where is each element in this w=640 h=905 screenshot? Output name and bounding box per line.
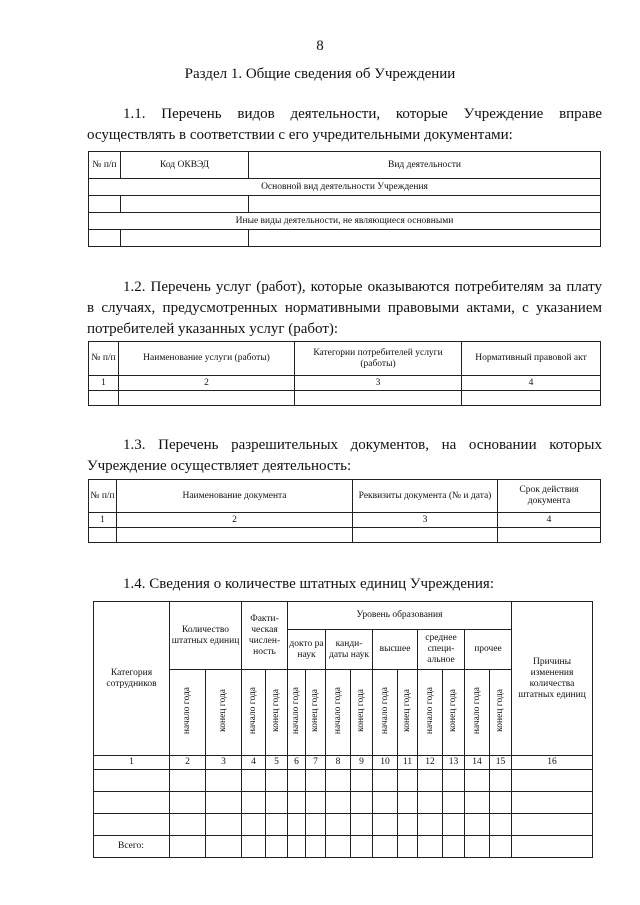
year-end-label: конец года xyxy=(402,689,412,732)
table-cell xyxy=(249,196,601,213)
table-cell xyxy=(398,670,418,756)
table-cell xyxy=(326,792,351,814)
table-cell xyxy=(443,836,465,858)
year-end-label: конец года xyxy=(495,689,505,732)
table-cell xyxy=(94,814,170,836)
table-cell xyxy=(266,792,288,814)
table-cell xyxy=(326,814,351,836)
total-row xyxy=(94,836,593,858)
row-main-activity: Основной вид деятельности Учреждения xyxy=(89,179,601,196)
col-staff-count: Количество штатных единиц xyxy=(170,602,242,670)
year-start-label: начало года xyxy=(379,686,390,735)
table-cell xyxy=(206,770,242,792)
table-cell xyxy=(490,836,512,858)
table-cell xyxy=(512,836,593,858)
table-row xyxy=(89,480,601,513)
col-num: № п/п xyxy=(89,342,119,376)
col-document-name: Наименование документа xyxy=(117,480,353,513)
table-row xyxy=(94,792,593,814)
index-cell: 4 xyxy=(462,376,601,391)
table-cell xyxy=(170,770,206,792)
index-cell: 15 xyxy=(490,756,512,770)
col-change-reasons: Причины изменения количества штатных единиц xyxy=(512,602,593,756)
table-cell xyxy=(242,670,266,756)
table-cell xyxy=(117,528,353,543)
table-cell xyxy=(206,814,242,836)
table-cell xyxy=(443,670,465,756)
index-cell: 14 xyxy=(465,756,490,770)
col-document-details: Реквизиты документа (№ и дата) xyxy=(353,480,498,513)
table-row xyxy=(89,179,601,196)
table-row xyxy=(94,814,593,836)
table-row xyxy=(89,342,601,376)
table-cell xyxy=(512,792,593,814)
table-cell xyxy=(418,670,443,756)
table-cell xyxy=(490,814,512,836)
col-num: № п/п xyxy=(89,152,121,179)
table-cell xyxy=(266,814,288,836)
table-cell xyxy=(170,670,206,756)
table-cell xyxy=(398,836,418,858)
table-cell xyxy=(206,792,242,814)
table-cell xyxy=(295,391,462,406)
table-cell xyxy=(498,528,601,543)
table-cell xyxy=(398,770,418,792)
col-candidates: канди- даты наук xyxy=(326,630,373,670)
table-cell xyxy=(351,792,373,814)
table-cell xyxy=(121,196,249,213)
index-cell: 16 xyxy=(512,756,593,770)
col-consumer-category: Категории потребителей услуги (работы) xyxy=(295,342,462,376)
permits-table xyxy=(88,479,601,543)
table-cell xyxy=(288,814,306,836)
table-cell xyxy=(326,836,351,858)
table-cell xyxy=(465,770,490,792)
services-table xyxy=(88,341,601,406)
activities-table xyxy=(88,151,601,247)
table-cell xyxy=(206,836,242,858)
table-row xyxy=(94,770,593,792)
table-cell xyxy=(266,670,288,756)
year-start-label: начало года xyxy=(471,686,482,735)
year-start-label: начало года xyxy=(332,686,343,735)
table-row xyxy=(89,152,601,179)
index-cell: 8 xyxy=(326,756,351,770)
year-start-label: начало года xyxy=(424,686,435,735)
index-cell: 3 xyxy=(295,376,462,391)
table-cell xyxy=(512,770,593,792)
table-cell xyxy=(306,670,326,756)
table-cell xyxy=(249,230,601,247)
table-cell xyxy=(465,670,490,756)
year-start-label: начало года xyxy=(182,686,192,735)
table-cell xyxy=(490,670,512,756)
section-title: Раздел 1. Общие сведения об Учреждении xyxy=(184,66,456,82)
table-cell xyxy=(351,770,373,792)
index-cell: 3 xyxy=(206,756,242,770)
col-education-level: Уровень образования xyxy=(288,602,512,630)
table-cell xyxy=(266,770,288,792)
table-cell xyxy=(170,814,206,836)
table-cell xyxy=(288,670,306,756)
col-other: прочее xyxy=(465,630,512,670)
table-cell xyxy=(490,770,512,792)
table-cell xyxy=(512,814,593,836)
staff-table xyxy=(93,601,593,858)
table-cell xyxy=(288,770,306,792)
col-legal-act: Нормативный правовой акт xyxy=(462,342,601,376)
total-label: Всего: xyxy=(94,836,170,858)
table-row xyxy=(94,756,593,770)
year-end-label: конец года xyxy=(271,689,281,732)
table-cell xyxy=(373,670,398,756)
table-cell xyxy=(465,792,490,814)
index-cell: 4 xyxy=(498,513,601,528)
col-okved: Код ОКВЭД xyxy=(121,152,249,179)
table-cell xyxy=(443,814,465,836)
table-cell xyxy=(119,391,295,406)
col-higher: высшее xyxy=(373,630,418,670)
table-cell xyxy=(288,792,306,814)
table-cell xyxy=(121,230,249,247)
table-row xyxy=(89,513,601,528)
table-cell xyxy=(89,391,119,406)
table-cell xyxy=(170,836,206,858)
table-cell xyxy=(242,770,266,792)
table-cell xyxy=(242,836,266,858)
index-cell: 11 xyxy=(398,756,418,770)
index-cell: 13 xyxy=(443,756,465,770)
table-cell xyxy=(351,814,373,836)
table-row xyxy=(94,602,593,630)
table-cell xyxy=(373,814,398,836)
table-cell xyxy=(89,196,121,213)
index-cell: 10 xyxy=(373,756,398,770)
index-cell: 1 xyxy=(89,513,117,528)
table-row xyxy=(89,376,601,391)
table-cell xyxy=(89,230,121,247)
table-cell xyxy=(170,792,206,814)
index-cell: 2 xyxy=(117,513,353,528)
col-service-name: Наименование услуги (работы) xyxy=(119,342,295,376)
table-cell xyxy=(418,792,443,814)
table-cell xyxy=(351,670,373,756)
col-doctors: докто ра наук xyxy=(288,630,326,670)
table-cell xyxy=(306,770,326,792)
table-cell xyxy=(351,836,373,858)
section-1-4-heading: 1.4. Сведения о количестве штатных единиц Учреждения: xyxy=(123,576,495,592)
table-cell xyxy=(490,792,512,814)
index-cell: 6 xyxy=(288,756,306,770)
table-cell xyxy=(206,670,242,756)
table-cell xyxy=(306,814,326,836)
table-cell xyxy=(465,814,490,836)
table-cell xyxy=(418,770,443,792)
col-num: № п/п xyxy=(89,480,117,513)
index-cell: 9 xyxy=(351,756,373,770)
table-cell xyxy=(418,836,443,858)
col-special: среднее специ- альное xyxy=(418,630,465,670)
table-row xyxy=(89,391,601,406)
index-cell: 12 xyxy=(418,756,443,770)
year-end-label: конец года xyxy=(356,689,366,732)
index-cell: 2 xyxy=(119,376,295,391)
index-cell: 2 xyxy=(170,756,206,770)
table-cell xyxy=(465,836,490,858)
table-cell xyxy=(398,792,418,814)
index-cell: 5 xyxy=(266,756,288,770)
table-cell xyxy=(462,391,601,406)
index-cell: 3 xyxy=(353,513,498,528)
year-start-label: начало года xyxy=(248,686,258,735)
col-actual-count: Факти- ческая числен- ность xyxy=(242,602,288,670)
table-cell xyxy=(242,814,266,836)
table-row xyxy=(89,196,601,213)
col-validity: Срок действия документа xyxy=(498,480,601,513)
index-cell: 7 xyxy=(306,756,326,770)
table-cell xyxy=(443,770,465,792)
index-cell: 1 xyxy=(89,376,119,391)
table-row xyxy=(89,230,601,247)
table-cell xyxy=(373,836,398,858)
year-start-label: начало года xyxy=(291,686,301,735)
table-cell xyxy=(326,770,351,792)
section-1-2-heading: 1.2. Перечень услуг (работ), которые оказываются потребителям за плату в случаях, предусмотренных нормативными правовыми актами, с указанием потребителей указанных услуг (работ): xyxy=(87,279,602,337)
table-row xyxy=(89,528,601,543)
table-cell xyxy=(443,792,465,814)
table-cell xyxy=(326,670,351,756)
table-cell xyxy=(94,770,170,792)
table-cell xyxy=(266,836,288,858)
year-end-label: конец года xyxy=(310,689,320,732)
table-cell xyxy=(373,792,398,814)
table-cell xyxy=(353,528,498,543)
table-row xyxy=(89,213,601,230)
col-category: Категория сотрудников xyxy=(94,602,170,756)
section-1-3-heading: 1.3. Перечень разрешительных документов, на основании которых Учреждение осуществляет деятельность: xyxy=(87,437,602,474)
col-activity: Вид деятельности xyxy=(249,152,601,179)
index-cell: 4 xyxy=(242,756,266,770)
table-cell xyxy=(288,836,306,858)
page-number: 8 xyxy=(316,38,324,54)
table-cell xyxy=(306,836,326,858)
table-cell xyxy=(242,792,266,814)
section-1-1-heading: 1.1. Перечень видов деятельности, которые Учреждение вправе осуществлять в соответствии с его учредительными документами: xyxy=(87,106,602,143)
table-cell xyxy=(418,814,443,836)
row-other-activity: Иные виды деятельности, не являющиеся основными xyxy=(89,213,601,230)
year-end-label: конец года xyxy=(448,689,458,732)
table-cell xyxy=(94,792,170,814)
year-end-label: конец года xyxy=(218,689,228,732)
table-cell xyxy=(89,528,117,543)
table-cell xyxy=(306,792,326,814)
table-cell xyxy=(398,814,418,836)
table-cell xyxy=(373,770,398,792)
index-cell: 1 xyxy=(94,756,170,770)
